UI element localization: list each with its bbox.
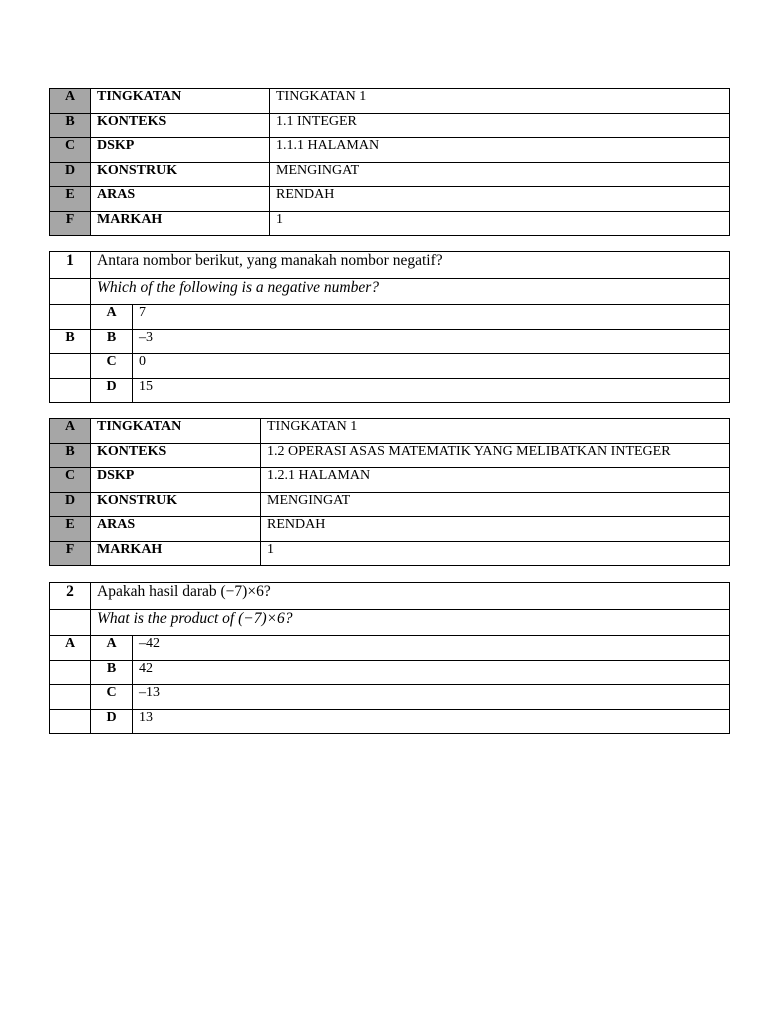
meta-key: E xyxy=(50,517,91,542)
option-letter: A xyxy=(91,305,133,330)
option-letter: B xyxy=(91,660,133,685)
option-row xyxy=(50,660,730,685)
option-letter: A xyxy=(91,636,133,661)
meta-key: A xyxy=(50,419,91,444)
meta-value: 1 xyxy=(270,211,730,236)
meta-value: 1 xyxy=(261,541,730,566)
option-letter: D xyxy=(91,709,133,734)
option-row xyxy=(50,709,730,734)
meta-label: MARKAH xyxy=(91,211,270,236)
option-text: 7 xyxy=(133,305,730,330)
meta-value: TINGKATAN 1 xyxy=(270,89,730,114)
option-row xyxy=(50,636,730,661)
option-row xyxy=(50,354,730,379)
meta-key: A xyxy=(50,89,91,114)
meta-value: 1.2 OPERASI ASAS MATEMATIK YANG MELIBATKAN INTEGER xyxy=(261,443,730,468)
meta-row xyxy=(50,89,730,114)
meta-label: TINGKATAN xyxy=(91,419,261,444)
meta-row xyxy=(50,419,730,444)
option-row xyxy=(50,329,730,354)
meta-label: DSKP xyxy=(91,468,261,493)
meta-value: 1.1.1 HALAMAN xyxy=(270,138,730,163)
meta-key: F xyxy=(50,541,91,566)
answer-key: A xyxy=(50,636,91,661)
question-table-2 xyxy=(49,582,730,734)
meta-label: ARAS xyxy=(91,517,261,542)
meta-value: RENDAH xyxy=(270,187,730,212)
meta-value: MENGINGAT xyxy=(261,492,730,517)
meta-row xyxy=(50,162,730,187)
empty-cell xyxy=(50,278,91,305)
meta-value: TINGKATAN 1 xyxy=(261,419,730,444)
empty-cell xyxy=(50,685,91,710)
meta-row xyxy=(50,468,730,493)
option-text: –3 xyxy=(133,329,730,354)
meta-key: D xyxy=(50,492,91,517)
question-stem-row xyxy=(50,252,730,279)
option-row xyxy=(50,378,730,403)
option-text: 15 xyxy=(133,378,730,403)
option-text: –42 xyxy=(133,636,730,661)
meta-key: B xyxy=(50,113,91,138)
option-row xyxy=(50,685,730,710)
meta-value: RENDAH xyxy=(261,517,730,542)
meta-key: B xyxy=(50,443,91,468)
question-stem-row xyxy=(50,609,730,636)
meta-value: 1.2.1 HALAMAN xyxy=(261,468,730,493)
meta-row xyxy=(50,517,730,542)
meta-row xyxy=(50,113,730,138)
meta-row xyxy=(50,138,730,163)
meta-label: KONSTRUK xyxy=(91,492,261,517)
question-table-1 xyxy=(49,251,730,403)
meta-key: D xyxy=(50,162,91,187)
meta-row xyxy=(50,492,730,517)
option-letter: B xyxy=(91,329,133,354)
empty-cell xyxy=(50,709,91,734)
empty-cell xyxy=(50,305,91,330)
meta-row xyxy=(50,211,730,236)
meta-label: TINGKATAN xyxy=(91,89,270,114)
empty-cell xyxy=(50,660,91,685)
answer-key: B xyxy=(50,329,91,354)
empty-cell xyxy=(50,354,91,379)
option-row xyxy=(50,305,730,330)
meta-key: F xyxy=(50,211,91,236)
meta-row xyxy=(50,187,730,212)
meta-label: KONSTRUK xyxy=(91,162,270,187)
option-text: 42 xyxy=(133,660,730,685)
question-stem-ms: Apakah hasil darab (−7)×6? xyxy=(91,583,730,610)
option-letter: D xyxy=(91,378,133,403)
meta-value: 1.1 INTEGER xyxy=(270,113,730,138)
empty-cell xyxy=(50,609,91,636)
meta-key: E xyxy=(50,187,91,212)
meta-row xyxy=(50,541,730,566)
question-stem-row xyxy=(50,278,730,305)
option-text: –13 xyxy=(133,685,730,710)
option-letter: C xyxy=(91,354,133,379)
meta-table-1 xyxy=(49,88,730,236)
option-letter: C xyxy=(91,685,133,710)
empty-cell xyxy=(50,378,91,403)
meta-key: C xyxy=(50,138,91,163)
meta-label: MARKAH xyxy=(91,541,261,566)
meta-label: KONTEKS xyxy=(91,443,261,468)
meta-label: ARAS xyxy=(91,187,270,212)
meta-key: C xyxy=(50,468,91,493)
option-text: 0 xyxy=(133,354,730,379)
option-text: 13 xyxy=(133,709,730,734)
question-number: 2 xyxy=(50,583,91,610)
meta-label: DSKP xyxy=(91,138,270,163)
question-number: 1 xyxy=(50,252,91,279)
meta-label: KONTEKS xyxy=(91,113,270,138)
question-stem-en: What is the product of (−7)×6? xyxy=(91,609,730,636)
question-stem-en: Which of the following is a negative number? xyxy=(91,278,730,305)
question-stem-row xyxy=(50,583,730,610)
meta-row xyxy=(50,443,730,468)
meta-value: MENGINGAT xyxy=(270,162,730,187)
meta-table-2 xyxy=(49,418,730,566)
question-stem-ms: Antara nombor berikut, yang manakah nombor negatif? xyxy=(91,252,730,279)
